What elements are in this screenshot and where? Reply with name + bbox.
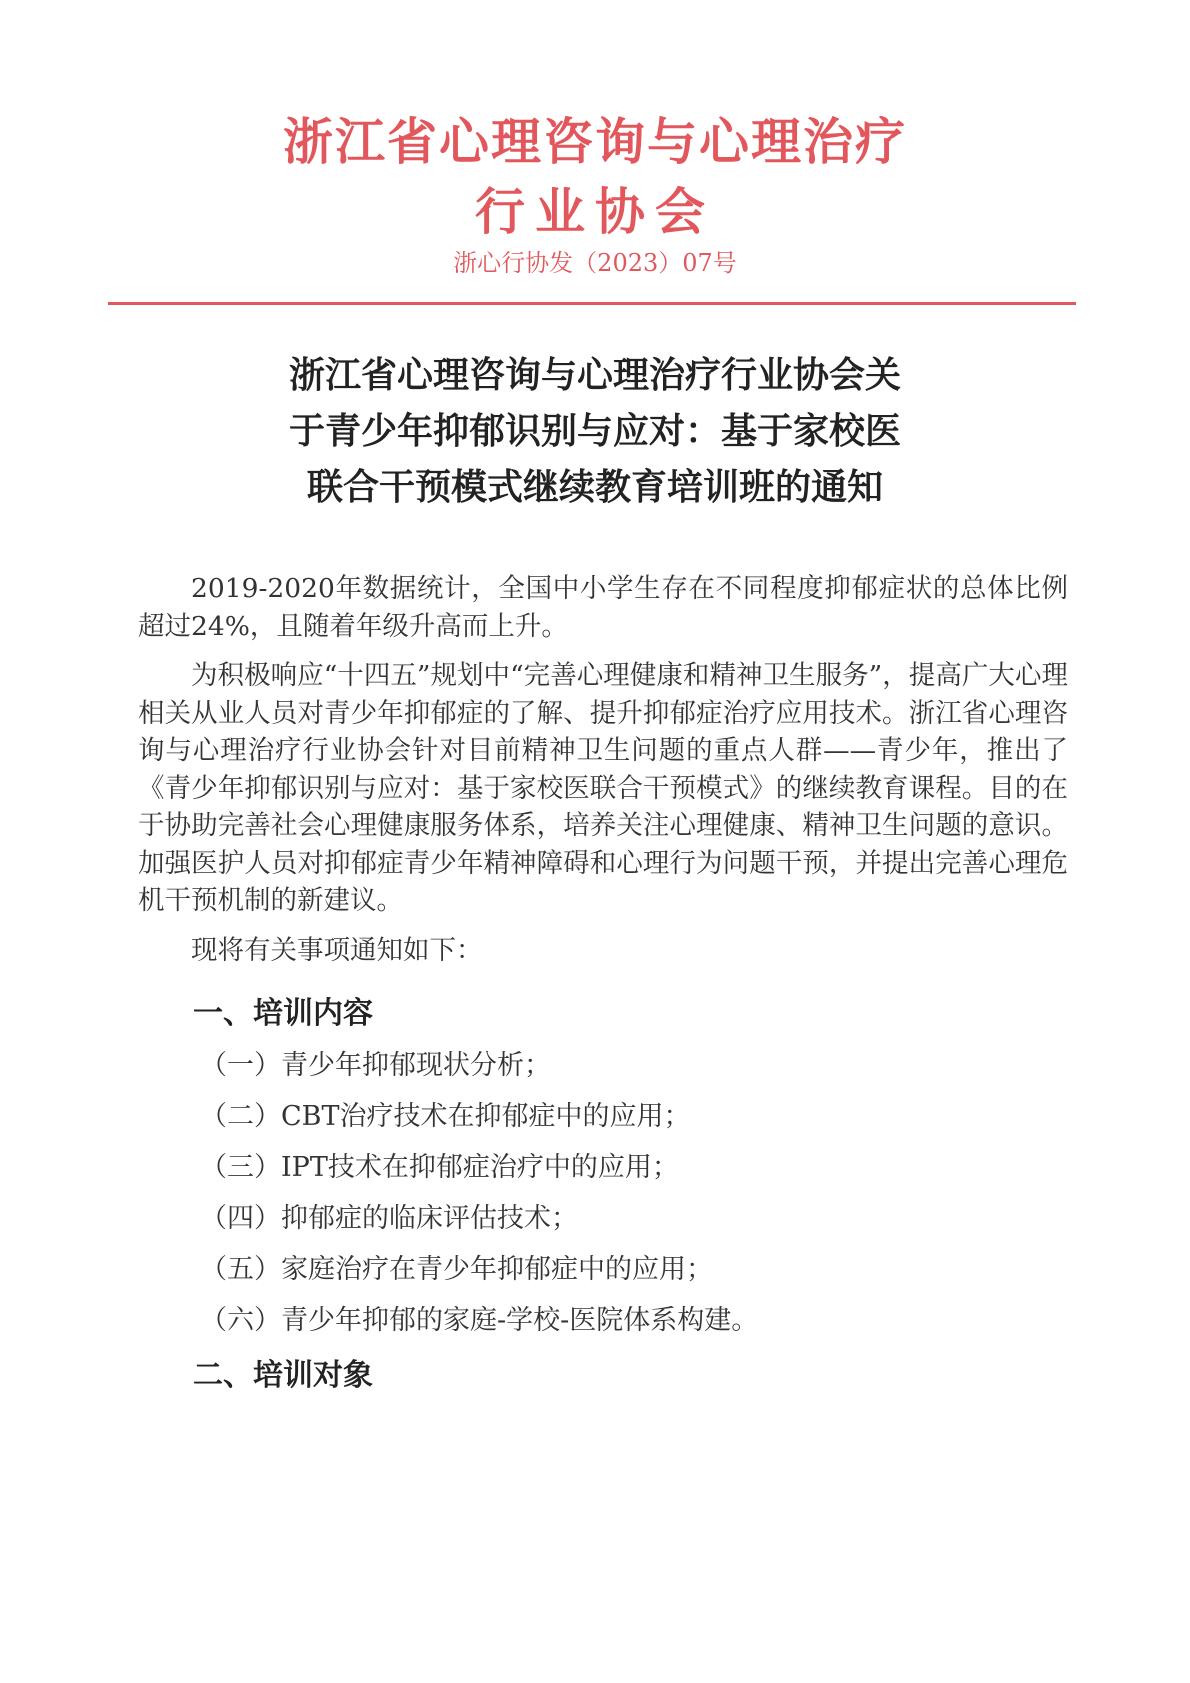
list-item: （二）CBT治疗技术在抑郁症中的应用； — [200, 1101, 691, 1132]
body-text — [138, 570, 1068, 981]
document-number: 浙心行协发（2023）07号 — [453, 249, 737, 277]
notice-title-line: 联合干预模式继续教育培训班的通知 — [306, 467, 883, 508]
section-heading-training-content: 一、培训内容 — [193, 996, 373, 1031]
section-heading-training-target: 二、培训对象 — [193, 1358, 373, 1393]
list-item: （三）IPT技术在抑郁症治疗中的应用； — [200, 1152, 679, 1183]
notice-title-line: 浙江省心理咨询与心理治疗行业协会关 — [288, 355, 901, 396]
list-item: （五）家庭治疗在青少年抑郁症中的应用； — [200, 1254, 713, 1285]
letterhead-org-name-line1: 浙江省心理咨询与心理治疗 — [283, 113, 907, 171]
list-item: （一）青少年抑郁现状分析； — [200, 1050, 551, 1081]
letterhead-divider — [108, 302, 1076, 305]
letterhead-org-name-line2: 行业协会 — [475, 183, 715, 241]
notice-title-line: 于青少年抑郁识别与应对：基于家校医 — [288, 411, 901, 452]
paragraph-background: 为积极响应“十四五”规划中“完善心理健康和精神卫生服务”，提高广大心理相关从业人员对青少年抑郁症的了解、提升抑郁症治疗应用技术。浙江省心理咨询与心理治疗行业协会针对目前精神卫生问题的重点人群——青少年，推出了《青少年抑郁识别与应对：基于家校医联合干预模式》的继续教育课程。目的在于协助完善社会心理健康服务体系，培养关注心理健康、精神卫生问题的意识。加强医护人员对抑郁症青少年精神障碍和心理行为问题干预，并提出完善心理危机干预机制的新建议。 — [138, 660, 1068, 916]
paragraph-intro: 现将有关事项通知如下： — [191, 934, 483, 966]
notice-title — [200, 348, 990, 516]
paragraph-statistics: 2019-2020年数据统计，全国中小学生存在不同程度抑郁症状的总体比例超过24%，且随着年级升高而上升。 — [138, 573, 1068, 642]
list-item: （六）青少年抑郁的家庭-学校-医院体系构建。 — [200, 1305, 759, 1336]
list-item: （四）抑郁症的临床评估技术； — [200, 1203, 578, 1234]
